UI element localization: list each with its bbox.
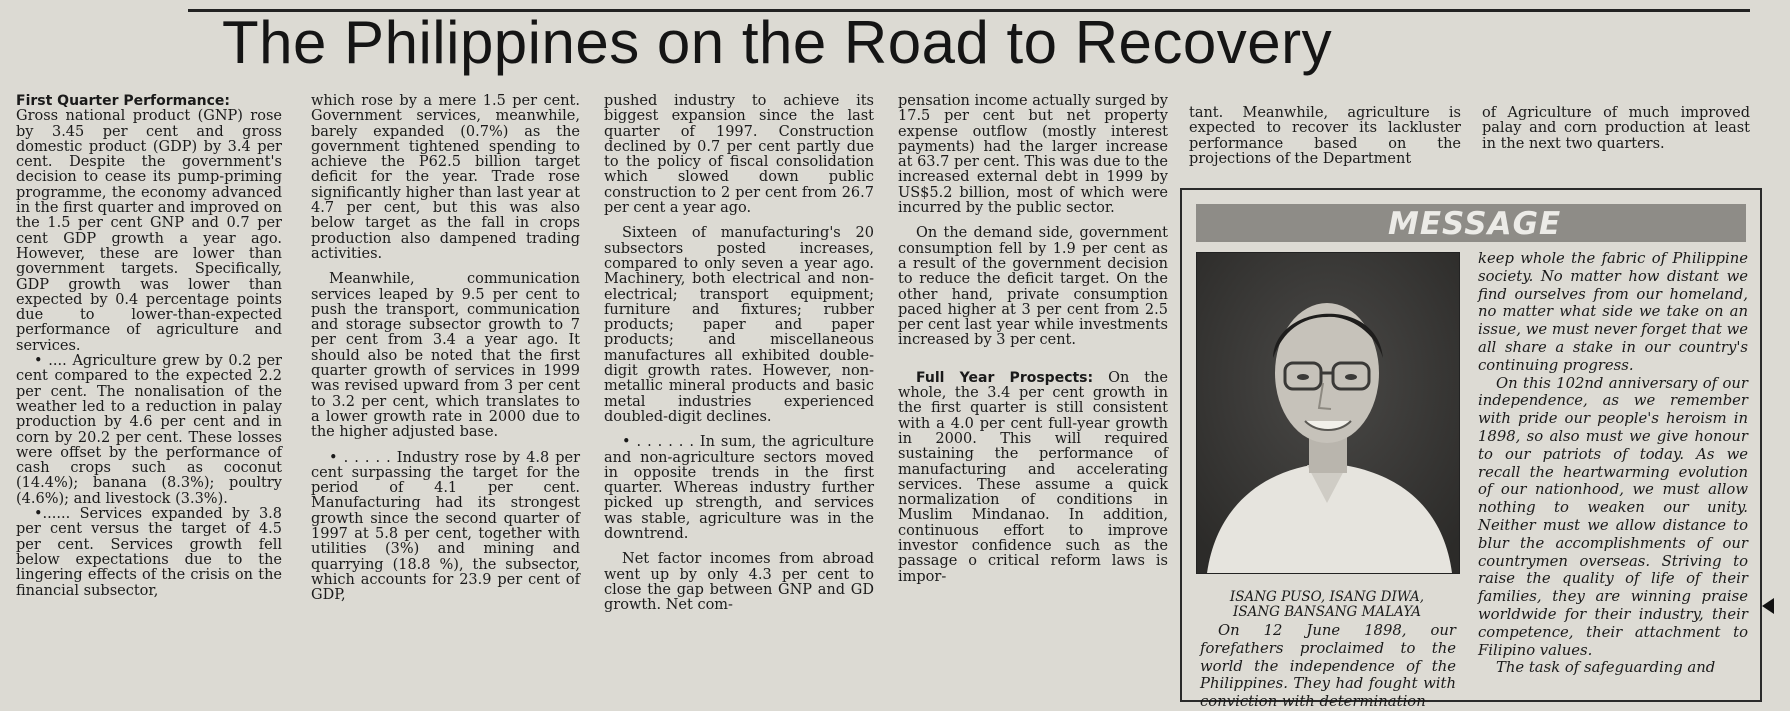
paragraph: tant. Meanwhile, agriculture is expected to recover its lackluster performance based on the projections of the Department [1189,105,1461,167]
message-box [1180,188,1762,711]
paragraph: Gross national product (GNP) rose by 3.45 per cent and gross domestic product (GDP) by 3.4 per cent. Despite the government's decision to cease its pump-priming programme, the economy advanced in the first quarter and improved on the 1.5 per cent GNP and 0.7 per cent GDP growth a year ago. However, these are lower than government targets. Specifically, GDP growth was lower than expected by 0.4 percentage points due to lower-than-expected performance of agriculture and services. [16,108,282,354]
portrait-photo [1196,252,1460,574]
paragraph: • .... Agriculture grew by 0.2 per cent compared to the expected 2.2 per cent. The nonalisation of the weather led to a reduction in palay production by 4.6 per cent and in corn by 20.2 per cent. These losses were offset by the performance of cash crops such as coconut (14.4%); banana (8.3%); poultry (4.6%); and livestock (3.3%). [16,353,282,507]
article-column-6 [1482,106,1750,186]
paragraph: Net factor incomes from abroad went up by only 4.3 per cent to close the gap between GNP and GD growth. Net com- [604,551,874,614]
paragraph: Meanwhile, communication services leaped by 9.5 per cent to push the transport, communication and storage subsector growth to 7 per cent from 3.4 a year ago. It should also be noted that the first quarter growth of services in 1999 was revised upward from 3 per cent to 3.2 per cent, which translates to a lower growth rate in 2000 due to the higher adjusted base. [311,271,580,441]
paragraph [898,371,1168,585]
paragraph: • . . . . . . In sum, the agriculture and non-agriculture sectors moved in opposite trends in the first quarter. Whereas industry further picked up strength, and services was stable, agriculture was in the downtrend. [604,434,874,543]
message-banner [1196,204,1746,242]
triangle-marker-icon [1762,598,1774,614]
paragraph: keep whole the fabric of Philippine society. No matter how distant we find ourselves from our homeland, no matter what side we take on an issue, we must never forget that we all share a stake in our country's continuing progress. [1478,250,1748,374]
article-column-4 [898,94,1168,689]
headline: The Philippines on the Road to Recovery [222,9,1333,76]
caption-line: ISANG BANSANG MALAYA [1233,604,1421,620]
article-column-3 [604,94,874,689]
caption-line: ISANG PUSO, ISANG DIWA, [1229,589,1425,605]
paragraph: On this 102nd anniversary of our independence, as we remember with pride our people's heroism in 1898, so also must we give honour to our patriots of today. As we recall the heartwarming evolution of our nationhood, we must allow nothing to weaken our unity. Neither must we allow distance to blur the accomplishments of our countrymen overseas. Striving to raise the quality of life of their families, they are winning praise worldwide for their industry, their competence, their attachment to Filipino values. [1478,374,1748,659]
paragraph: •...... Services expanded by 3.8 per cent versus the target of 4.5 per cent. Services growth fell below expectations due to the lingering effects of the crisis on the financial subsector, [16,506,282,599]
article-column-1 [16,94,282,689]
message-caption [1196,590,1458,620]
portrait-illustration [1197,253,1459,573]
message-title: MESSAGE [1388,206,1562,242]
paragraph: Sixteen of manufacturing's 20 subsectors posted increases, compared to only seven a year ago. Machinery, both electrical and non-electrical; transport equipment; furniture and fixtures; rubber products; paper and paper products; and miscellaneous manufactures all exhibited double-digit growth rates. However, non-metallic mineral products and basic metal industries experienced doubled-digit declines. [604,225,874,425]
paragraph: On the demand side, government consumption fell by 1.9 per cent as a result of the government decision to reduce the deficit target. On the other hand, private consumption paced higher at 3 per cent from 2.5 per cent last year while investments increased by 3 per cent. [898,225,1168,349]
paragraph: On 12 June 1898, our forefathers proclaimed to the world the independence of the Philippines. They had fought with conviction with determination [1200,622,1456,711]
subhead-full-year: Full Year Prospects: [916,369,1094,386]
paragraph: of Agriculture of much improved palay and corn production at least in the next two quarters. [1482,105,1750,152]
article-column-5 [1189,106,1461,186]
paragraph: • . . . . . Industry rose by 4.8 per cent surpassing the target for the period of 4.1 per cent. Manufacturing had its strongest growth since the second quarter of 1997 at 5.8 per cent, together with utilities (3%) and mining and quarrying (18.8 %), the subsector, which accounts for 23.9 per cent of GDP, [311,449,580,604]
paragraph-text: On the whole, the 3.4 per cent growth in the first quarter is still consistent with a 4.0 per cent full-year growth in 2000. This will required sustaining the performance of manufacturing and accelerating services. These assume a quick normalization of conditions in Muslim Mindanao. In addition, continuous effort to improve investor confidence such as the passage o critical reform laws is impor- [898,369,1168,585]
paragraph: pushed industry to achieve its biggest expansion since the last quarter of 1997. Construction declined by 0.7 per cent partly due to the policy of fiscal consolidation which slowed down public construction to 2 per cent from 26.7 per cent a year ago. [604,93,874,217]
paragraph: pensation income actually surged by 17.5 per cent but net property expense outflow (mostly interest payments) had the larger increase at 63.7 per cent. This was due to the increased external debt in 1999 by US$5.2 billion, most of which were incurred by the public sector. [898,93,1168,217]
message-text-right [1478,250,1748,696]
paragraph: The task of safeguarding and [1496,659,1716,677]
paragraph: which rose by a mere 1.5 per cent. Government services, meanwhile, barely expanded (0.7%) as the government tightened spending to achieve the P62.5 billion target deficit for the year. Trade rose significantly higher than last year at 4.7 per cent, but this was also below target as the fall in crops production also dampened trading activities. [311,93,580,262]
message-text-left [1200,622,1456,711]
subhead-first-quarter: First Quarter Performance: [16,93,231,109]
article-column-2 [311,94,580,689]
